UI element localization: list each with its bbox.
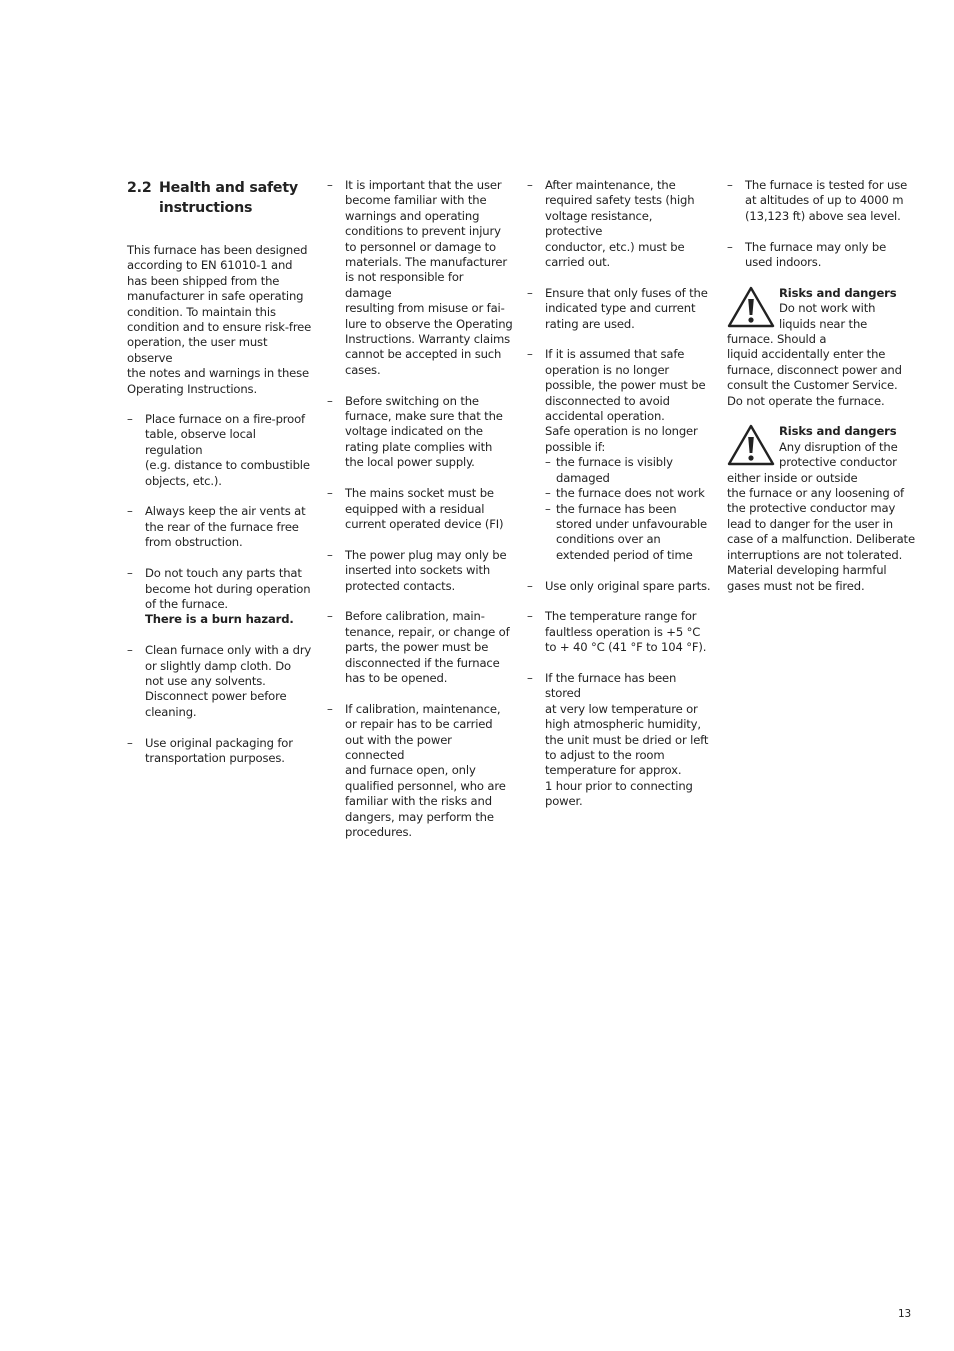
sub-list-item	[545, 486, 713, 501]
text-line: at very low temperature or	[545, 701, 698, 716]
text-line: lead to danger for the user in	[727, 516, 893, 531]
text-line: voltage resistance, protective	[545, 208, 653, 239]
text-line: conductor, etc.) must be	[545, 239, 685, 254]
text-line: equipped with a residual	[345, 501, 485, 516]
bullet-dash: –	[127, 566, 133, 581]
text-line: manufacturer in safe operating	[127, 289, 304, 304]
text-line: tenance, repair, or change of	[345, 624, 510, 639]
text-line: become familiar with the	[345, 193, 487, 208]
column-3	[527, 178, 713, 825]
text-line: or repair has to be carried	[345, 717, 493, 732]
text-line: Do not touch any parts that	[145, 566, 302, 581]
bullet-dash: –	[727, 239, 733, 254]
text-line: the furnace or any loosening of	[727, 486, 904, 501]
text-line: inserted into sockets with	[345, 563, 491, 578]
text-line: at altitudes of up to 4000 m	[745, 193, 904, 208]
text-line: Use only original spare parts.	[545, 578, 711, 593]
text-line: furnace. Should a	[727, 332, 827, 347]
column-2	[327, 178, 513, 856]
bullet-dash: –	[527, 609, 533, 624]
text-line: Do not operate the furnace.	[727, 393, 885, 408]
page-number: 13	[898, 1308, 912, 1320]
section-title-line: Health and safety	[159, 180, 298, 196]
text-line: operation, the user must observe	[127, 335, 268, 365]
text-line: Safe operation is no longer	[545, 424, 698, 439]
warning-title: Risks and dangers	[779, 424, 897, 439]
text-line: to adjust to the room	[545, 747, 665, 762]
bullet-dash: –	[527, 670, 533, 685]
text-line: cleaning.	[145, 704, 197, 719]
text-line: temperature for approx.	[545, 763, 682, 778]
bullet-dash: –	[327, 701, 333, 716]
text-line: (e.g. distance to combustible	[145, 458, 310, 473]
bullet-dash: –	[327, 393, 333, 408]
list-item	[527, 178, 713, 270]
text-line: It is important that the user	[345, 178, 502, 192]
text-line: to personnel or damage to	[345, 239, 496, 254]
text-line: Instructions. Warranty claims	[345, 332, 511, 347]
list-item	[327, 178, 513, 378]
text-line: furnace, make sure that the	[345, 409, 503, 424]
text-line: This furnace has been designed	[127, 243, 308, 257]
text-line: Use original packaging for	[145, 735, 293, 750]
text-line: protected contacts.	[345, 578, 456, 593]
list-item	[327, 394, 513, 471]
text-line: the furnace has been	[556, 501, 677, 516]
list-item	[527, 671, 713, 810]
bullet-dash: –	[327, 609, 333, 624]
text-line: Clean furnace only with a dry	[145, 643, 312, 658]
sub-bullet-dash: –	[545, 486, 551, 501]
text-line: If the furnace has been stored	[545, 670, 677, 701]
list-item	[327, 702, 513, 841]
text-line: the unit must be dried or left	[545, 732, 709, 747]
bullet-dash: –	[527, 347, 533, 362]
text-line: become hot during operation	[145, 581, 311, 596]
text-line: interruptions are not tolerated.	[727, 547, 903, 562]
text-line: The power plug may only be	[345, 547, 507, 562]
text-line: Before calibration, main-	[345, 609, 485, 624]
text-line: used indoors.	[745, 255, 822, 270]
column-4	[727, 178, 917, 609]
text-line: required safety tests (high	[545, 193, 695, 208]
text-line: is not responsible for damage	[345, 270, 464, 300]
list-item	[127, 643, 313, 720]
text-line: disconnected if the furnace	[345, 655, 500, 670]
text-line: high atmospheric humidity,	[545, 717, 701, 732]
warnings-block	[727, 286, 917, 594]
bullet-dash: –	[527, 578, 533, 593]
text-line: condition and to ensure risk-free	[127, 320, 312, 335]
list-item	[127, 412, 313, 489]
bullet-dash: –	[327, 547, 333, 562]
text-line: operation is no longer	[545, 362, 670, 377]
bullet-dash: –	[127, 735, 133, 750]
text-line: accidental operation.	[545, 409, 665, 424]
text-line: carried out.	[545, 255, 611, 270]
text-line: table, observe local regulation	[145, 427, 256, 457]
list-item	[727, 240, 917, 271]
text-line: has to be opened.	[345, 670, 448, 685]
text-line: the notes and warnings in these	[127, 366, 310, 381]
text-line: materials. The manufacturer	[345, 255, 507, 270]
text-line: Always keep the air vents at	[145, 504, 306, 519]
safety-list	[727, 178, 917, 270]
text-line: stored under unfavourable	[556, 516, 708, 531]
text-line: voltage indicated on the	[345, 424, 483, 439]
sub-bullet-dash: –	[545, 455, 551, 470]
safety-list	[527, 178, 713, 810]
text-line: objects, etc.).	[145, 473, 222, 488]
text-line: Material developing harmful	[727, 563, 887, 578]
text-line: qualified personnel, who are	[345, 778, 506, 793]
text-line: rating plate complies with	[345, 439, 493, 454]
warning-triangle-icon	[727, 286, 777, 332]
text-line: dangers, may perform the	[345, 809, 494, 824]
list-item	[727, 178, 917, 224]
text-line: protective conductor	[779, 455, 897, 470]
text-line: Any disruption of the	[779, 439, 898, 454]
text-line: consult the Customer Service.	[727, 378, 898, 393]
text-line: If calibration, maintenance,	[345, 701, 501, 716]
text-line: gases must not be fired.	[727, 578, 865, 593]
text-line: Do not work with	[779, 301, 876, 316]
text-line: If it is assumed that safe	[545, 347, 685, 362]
text-line: conditions to prevent injury	[345, 224, 501, 239]
sub-list-item	[545, 502, 713, 564]
text-line: Disconnect power before	[145, 689, 287, 704]
list-item	[127, 736, 313, 767]
text-line: current operated device (FI)	[345, 516, 504, 531]
list-item	[127, 566, 313, 628]
text-line: lure to observe the Operating	[345, 316, 513, 331]
list-item	[327, 486, 513, 532]
list-item	[527, 609, 713, 655]
section-heading	[127, 178, 313, 218]
text-line: extended period of time	[556, 547, 693, 562]
text-line: The furnace is tested for use	[745, 178, 908, 192]
text-line: resulting from misuse or fai-	[345, 301, 505, 316]
bullet-dash: –	[527, 285, 533, 300]
text-line: condition. To maintain this	[127, 304, 276, 319]
text-line: Place furnace on a fire-proof	[145, 412, 305, 427]
text-line: cannot be accepted in such	[345, 347, 502, 362]
text-line: power.	[545, 794, 583, 809]
text-line: Before switching on the	[345, 393, 479, 408]
text-line: indicated type and current	[545, 301, 696, 316]
text-line: familiar with the risks and	[345, 794, 492, 809]
text-line: warnings and operating	[345, 208, 480, 223]
bullet-dash: –	[327, 486, 333, 501]
text-line: rating are used.	[545, 316, 635, 331]
text-line: the protective conductor may	[727, 501, 896, 516]
text-line: 1 hour prior to connecting	[545, 778, 693, 793]
text-line: damaged	[556, 470, 610, 485]
text-line: not use any solvents.	[145, 673, 266, 688]
text-line: and furnace open, only	[345, 763, 476, 778]
text-line: out with the power connected	[345, 732, 452, 762]
list-item	[527, 286, 713, 332]
bullet-dash: –	[527, 178, 533, 192]
text-line: the local power supply.	[345, 455, 475, 470]
text-line: the rear of the furnace free	[145, 519, 299, 534]
sub-list-item	[545, 455, 713, 486]
text-line: faultless operation is +5 °C	[545, 624, 701, 639]
text-line: (13,123 ft) above sea level.	[745, 208, 901, 223]
text-line: has been shipped from the	[127, 273, 280, 288]
bullet-dash: –	[727, 178, 733, 192]
text-line: or slightly damp cloth. Do	[145, 658, 291, 673]
warning-title: Risks and dangers	[779, 285, 897, 300]
text-line: possible, the power must be	[545, 378, 706, 393]
text-line: liquids near the	[779, 316, 868, 331]
text-line: the furnace is visibly	[556, 455, 673, 470]
list-item	[327, 548, 513, 594]
text-line: either inside or outside	[727, 470, 858, 485]
list-item	[327, 609, 513, 686]
warning-note	[727, 424, 917, 593]
sub-bullet-dash: –	[545, 501, 551, 516]
section-number: 2.2	[127, 180, 152, 196]
burn-hazard-note: There is a burn hazard.	[145, 612, 294, 627]
text-line: possible if:	[545, 439, 606, 454]
list-item	[527, 579, 713, 594]
text-line: The temperature range for	[545, 609, 697, 624]
text-line: furnace, disconnect power and	[727, 362, 902, 377]
text-line: of the furnace.	[145, 596, 228, 611]
text-line: cases.	[345, 362, 381, 377]
text-line: The furnace may only be	[745, 239, 887, 254]
bullet-dash: –	[327, 178, 333, 192]
text-line: After maintenance, the	[545, 178, 676, 192]
text-line: the furnace does not work	[556, 486, 705, 501]
bullet-dash: –	[127, 412, 133, 427]
text-line: The mains socket must be	[345, 486, 494, 501]
warning-note	[727, 286, 917, 409]
list-item	[127, 504, 313, 550]
text-line: to + 40 °C (41 °F to 104 °F).	[545, 640, 707, 655]
text-line: Ensure that only fuses of the	[545, 285, 708, 300]
text-line: liquid accidentally enter the	[727, 347, 886, 362]
text-line: from obstruction.	[145, 535, 243, 550]
text-line: according to EN 61010-1 and	[127, 258, 293, 273]
text-line: case of a malfunction. Deliberate	[727, 532, 915, 547]
column-1	[127, 178, 313, 782]
text-line: parts, the power must be	[345, 640, 489, 655]
safety-list	[127, 412, 313, 766]
bullet-dash: –	[127, 643, 133, 658]
bullet-dash: –	[127, 504, 133, 519]
section-title-line: instructions	[159, 200, 253, 216]
text-line: Operating Instructions.	[127, 381, 257, 396]
intro-paragraph	[127, 243, 313, 397]
text-line: disconnected to avoid	[545, 393, 670, 408]
safety-list	[327, 178, 513, 840]
text-line: transportation purposes.	[145, 750, 285, 765]
warning-triangle-icon	[727, 424, 777, 470]
list-item	[527, 347, 713, 563]
text-line: procedures.	[345, 824, 412, 839]
text-line: conditions over an	[556, 532, 661, 547]
